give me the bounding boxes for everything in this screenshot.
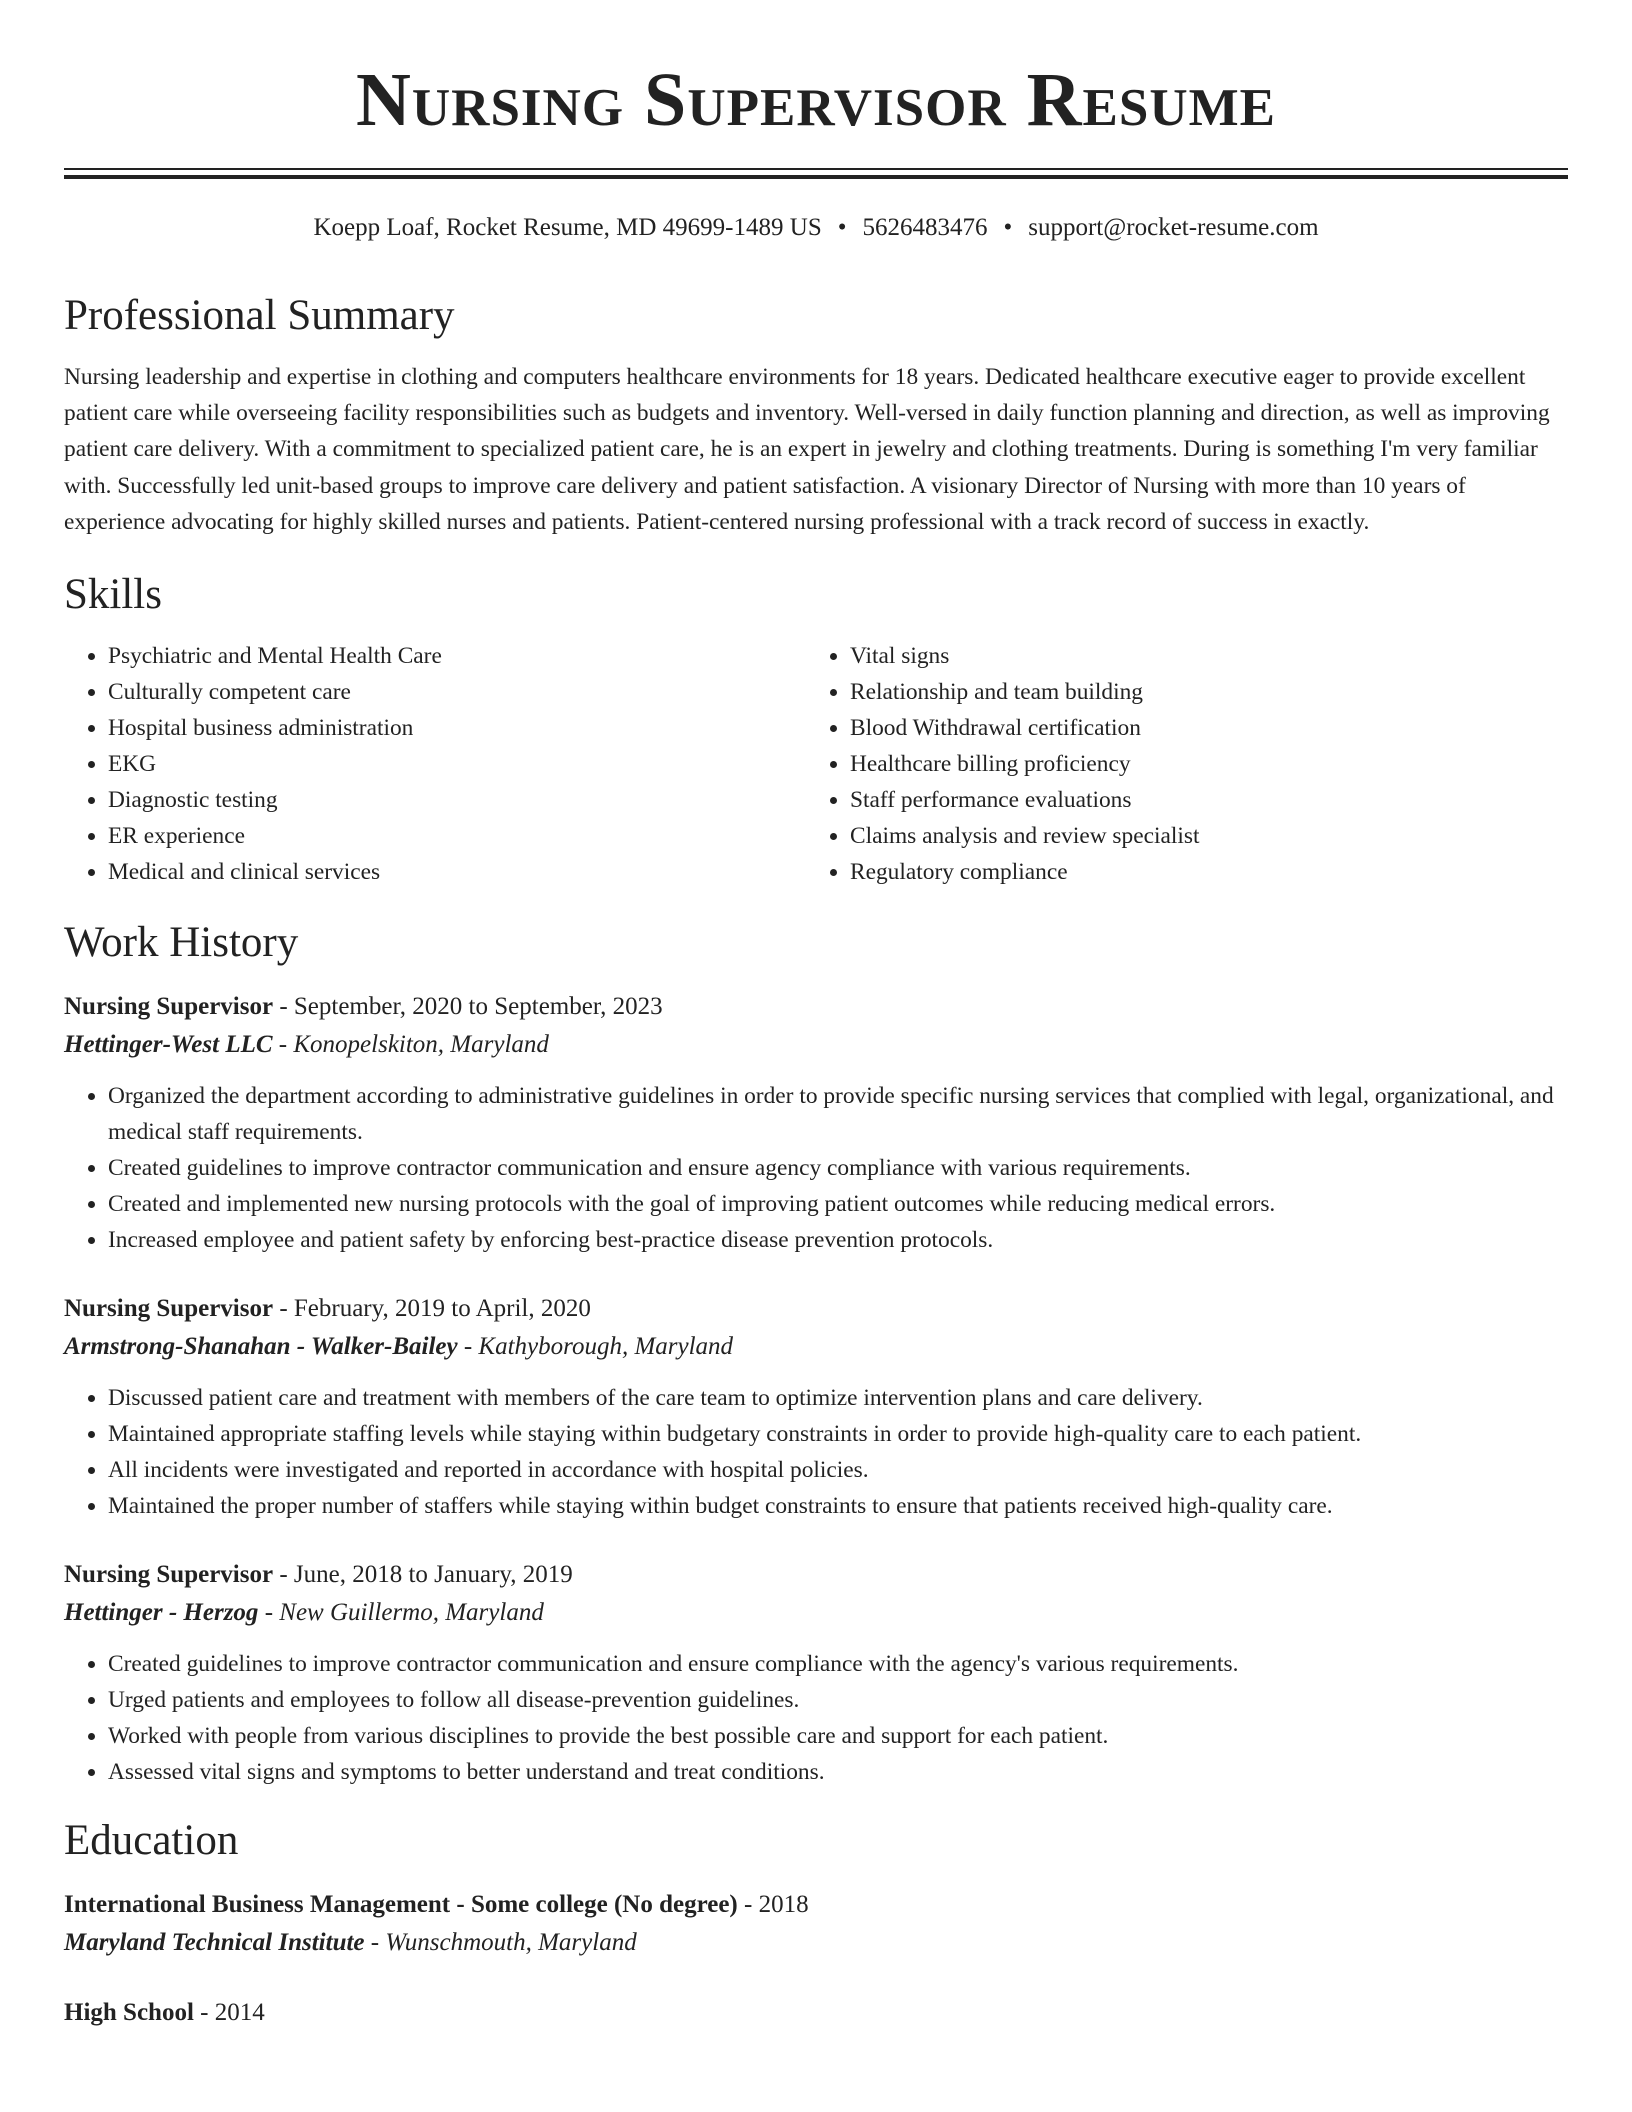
contact-separator: • (837, 214, 847, 241)
skills-heading: Skills (64, 571, 162, 619)
education-year: - 2018 (737, 1891, 809, 1919)
education-year: - 2014 (193, 1999, 265, 2027)
education-degree: International Business Management - Some college (No degree) (64, 1891, 738, 1919)
job-dates: - June, 2018 to January, 2019 (273, 1561, 573, 1589)
summary-text: Nursing leadership and expertise in clothing and computers healthcare environments for 18 years. Dedicated healthcare executive eager to provide excellent patient care while overseeing facility responsibilities such as budgets and inventory. Well-versed in daily function planning and direction, as well as improving patient care delivery. With a commitment to specialized patient care, he is an expert in jewelry and clothing treatments. During is something I'm very familiar with. Successfully led unit-based groups to improve care delivery and patient satisfaction. A visionary Director of Nursing with more than 10 years of experience advocating for highly skilled nurses and patients. Patient-centered nursing professional with a track record of success in exactly. (64, 364, 1550, 535)
job-location: - Konopelskiton, Maryland (272, 1031, 549, 1059)
job-bullet: • Maintained appropriate staffing levels while staying within budgetary constraints in order to provide high-quality care to each patient. (108, 1416, 1568, 1452)
skill-item: • Relationship and team building (850, 674, 1548, 710)
job-title-line (64, 1290, 1568, 1328)
skills-list-right (806, 638, 1548, 890)
contact-line (64, 211, 1568, 245)
job-bullets (64, 1380, 1568, 1524)
skill-item: • Hospital business administration (108, 710, 806, 746)
education-degree: High School (64, 1999, 194, 2027)
contact-address: Koepp Loaf, Rocket Resume, MD 49699-1489 US (313, 214, 822, 241)
job-title-line (64, 1556, 1568, 1594)
job-title: Nursing Supervisor (64, 1561, 274, 1589)
resume-title: Nursing Supervisor Resume (356, 58, 1276, 142)
job-bullets (64, 1646, 1568, 1790)
job-bullet: • Maintained the proper number of staffers while staying within budget constraints to ensure that patients received high-quality care. (108, 1488, 1568, 1524)
job-company: Armstrong-Shanahan - Walker-Bailey (64, 1333, 458, 1361)
education-school: Maryland Technical Institute (64, 1929, 365, 1957)
job-company-line (64, 1594, 1568, 1632)
skill-item: • Staff performance evaluations (850, 782, 1548, 818)
job-bullet: • Worked with people from various disciplines to provide the best possible care and support for each patient. (108, 1718, 1568, 1754)
job-title: Nursing Supervisor (64, 1295, 274, 1323)
contact-phone: 5626483476 (862, 214, 988, 241)
skill-item: • Healthcare billing proficiency (850, 746, 1548, 782)
education-degree-line (64, 1886, 1568, 1924)
education-degree-line (64, 1994, 1568, 2032)
title-divider-thin (64, 168, 1568, 170)
skill-item: • Psychiatric and Mental Health Care (108, 638, 806, 674)
education-entry (64, 1886, 1568, 1962)
skill-item: • Medical and clinical services (108, 854, 806, 890)
job-company: Hettinger-West LLC (64, 1031, 273, 1059)
skills-list-left (64, 638, 806, 890)
skill-item: • EKG (108, 746, 806, 782)
job-company-line (64, 1328, 1568, 1366)
skill-item: • Regulatory compliance (850, 854, 1548, 890)
skill-item: • Diagnostic testing (108, 782, 806, 818)
job-bullet: • Urged patients and employees to follow all disease-prevention guidelines. (108, 1682, 1568, 1718)
job-dates: - September, 2020 to September, 2023 (273, 993, 663, 1021)
education-heading: Education (64, 1817, 239, 1865)
summary-heading: Professional Summary (64, 292, 455, 339)
education-location: - Wunschmouth, Maryland (364, 1929, 637, 1957)
job-entry (64, 1556, 1568, 1790)
job-bullet: • Discussed patient care and treatment with members of the care team to optimize intervention plans and care delivery. (108, 1380, 1568, 1416)
job-title: Nursing Supervisor (64, 993, 274, 1021)
skill-item: • Vital signs (850, 638, 1548, 674)
education-school-line (64, 1924, 1568, 1962)
job-bullets (64, 1078, 1568, 1258)
skill-item: • Blood Withdrawal certification (850, 710, 1548, 746)
skill-item: • ER experience (108, 818, 806, 854)
job-bullet: • Organized the department according to administrative guidelines in order to provide specific nursing services that complied with legal, organizational, and medical staff requirements. (108, 1078, 1568, 1150)
job-location: - New Guillermo, Maryland (258, 1599, 544, 1627)
education-entry (64, 1994, 1568, 2032)
title-divider-thick (64, 175, 1568, 179)
job-company-line (64, 1026, 1568, 1064)
contact-email: support@rocket-resume.com (1028, 214, 1319, 241)
job-location: - Kathyborough, Maryland (457, 1333, 734, 1361)
contact-separator: • (1003, 214, 1013, 241)
skill-item: • Culturally competent care (108, 674, 806, 710)
job-bullet: • Created guidelines to improve contractor communication and ensure agency compliance with various requirements. (108, 1150, 1568, 1186)
skills-columns (64, 638, 1568, 890)
job-bullet: • Created guidelines to improve contractor communication and ensure compliance with the agency's various requirements. (108, 1646, 1568, 1682)
job-bullet: • Created and implemented new nursing protocols with the goal of improving patient outcomes while reducing medical errors. (108, 1186, 1568, 1222)
job-bullet: • All incidents were investigated and reported in accordance with hospital policies. (108, 1452, 1568, 1488)
job-dates: - February, 2019 to April, 2020 (273, 1295, 591, 1323)
job-bullet: • Assessed vital signs and symptoms to better understand and treat conditions. (108, 1754, 1568, 1790)
skill-item: • Claims analysis and review specialist (850, 818, 1548, 854)
job-title-line (64, 988, 1568, 1026)
work-history-heading: Work History (64, 919, 299, 967)
job-bullet: • Increased employee and patient safety by enforcing best-practice disease prevention protocols. (108, 1222, 1568, 1258)
job-entry (64, 988, 1568, 1258)
job-entry (64, 1290, 1568, 1524)
job-company: Hettinger - Herzog (64, 1599, 259, 1627)
